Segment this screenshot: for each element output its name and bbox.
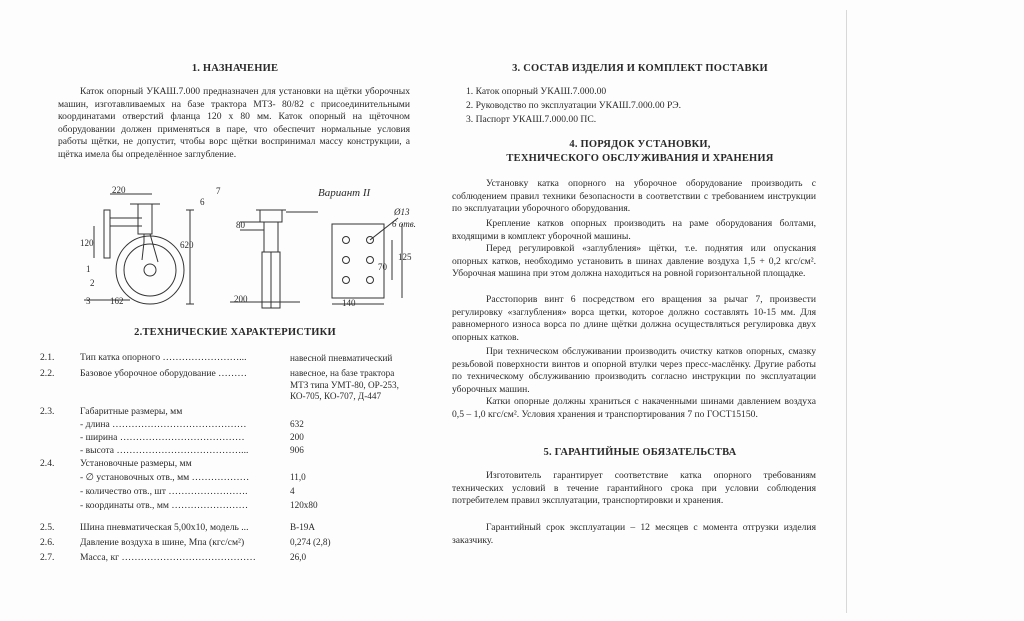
composition-item: 3. Паспорт УКАШ.7.000.00 ПС. [466,114,597,125]
section-5-paragraph: Гарантийный срок эксплуатации – 12 месяцев с момента отгрузки изделия заказчику. [452,522,816,546]
pos-1: 1 [86,264,91,274]
spec-label: Давление воздуха в шине, Мпа (кгс/см²) [80,537,245,548]
spec-label: - количество отв., шт ……………………. [80,486,248,497]
pos-2: 2 [90,278,95,288]
spec-num: 2.1. [40,352,55,363]
dim-620: 620 [180,240,194,250]
dim-d13: Ø13 [394,207,410,217]
spec-label: Габаритные размеры, мм [80,406,183,417]
spec-label: Масса, кг …………………………………… [80,552,256,563]
spec-label: Установочные размеры, мм [80,458,192,469]
dim-220: 220 [112,185,126,195]
section-4-paragraph: Катки опорные должны храниться с накаченными шинами давлением воздуха 0,5 – 1,0 кгс/см². Условия хранения и транспортирования 7 по ГОСТ15150. [452,396,816,420]
spec-value: 11,0 [290,472,306,482]
section-1-title: 1. НАЗНАЧЕНИЕ [191,63,279,74]
dim-140: 140 [342,298,356,308]
dim-120: 120 [80,238,94,248]
dim-200: 200 [234,294,248,304]
page-right-edge [846,10,847,613]
spec-value: навесное, на базе трактора МТЗ типа УМТ-80, ОР-253, КО-705, КО-707, Д-447 [290,368,399,401]
front-head [260,210,282,222]
spec-value: навесной пневматический [290,353,393,363]
spec-label: - длина …………………………………… [80,419,247,430]
dim-125: 125 [398,252,412,262]
spec-label: Тип катка опорного ……………………... [80,352,247,363]
pos-7: 7 [216,186,221,196]
spec-value: В-19А [290,522,316,532]
spec-num: 2.6. [40,537,55,548]
section-2-title: 2.ТЕХНИЧЕСКИЕ ХАРАКТЕРИСТИКИ [134,327,336,338]
spec-num: 2.3. [40,406,55,417]
section-1-text: Каток опорный УКАШ.7.000 предназначен для установки на щётки уборочных машин, изготавливаемых на базе трактора МТЗ- 80/82 с присоединительными координатами отверстий фланца 120 х 80 мм. Каток опорный на щёточном оборудовании должен применяться в паре, что обеспечит нормальные условия работы щётки, не допустит, чтобы ворс щётки воспринимал массу конструкции, а щётка имела бы определённое заглубление. [58,86,410,160]
section-4-paragraph: Установку катка опорного на уборочное оборудование производить с соблюдением правил техники безопасности в соответствии с требованием инструкции по эксплуатации уборочного оборудования. [452,178,816,215]
spec-value: 632 [290,419,304,429]
section-4-paragraph: Расстопорив винт 6 посредством его вращения за рычаг 7, произвести регулировку «заглубления» ворса щетки, которое должно составлять 10-15 мм. Для равномерного износа ворса по длине щётки должна осуществляться регулировка двух опорных катков. [452,294,816,343]
section-3-title: 3. СОСТАВ ИЗДЕЛИЯ И КОМПЛЕКТ ПОСТАВКИ [512,63,768,74]
section-4-title: 4. ПОРЯДОК УСТАНОВКИ, ТЕХНИЧЕСКОГО ОБСЛУЖИВАНИЯ И ХРАНЕНИЯ [506,139,774,164]
composition-item: 1. Каток опорный УКАШ.7.000.00 [466,86,607,97]
spec-label: - высота …………………………………... [80,445,249,456]
holes-note: 6 отв. [392,219,416,229]
pos-6: 6 [200,197,205,207]
spec-label: - ∅ установочных отв., мм ……………… [80,472,250,483]
spec-value: 906 [290,445,304,455]
spec-label: Шина пневматическая 5,00х10, модель ... [80,522,249,533]
spec-num: 2.7. [40,552,55,563]
section-4-paragraph: Крепление катков опорных производить на раме оборудования болтами, входящими в комплект уборочной машины. [452,218,816,242]
spec-num: 2.4. [40,458,55,469]
spec-value: 4 [290,486,295,496]
spec-num: 2.2. [40,368,55,379]
section-4-paragraph: Перед регулировкой «заглубления» щётки, т.е. поднятия или опускания опорных катков, необходимо установить в шинах давление воздуха 1,5 + 0,2 кгс/см². Уборочная машина при этом должна находиться на ровной горизонтальной площадке. [452,243,816,280]
mounting-flange [104,210,110,258]
section-5-title: 5. ГАРАНТИЙНЫЕ ОБЯЗАТЕЛЬСТВА [543,447,737,458]
spec-num: 2.5. [40,522,55,533]
spec-value: 26,0 [290,552,307,562]
dim-162: 162 [110,296,124,306]
pos-3: 3 [86,296,91,306]
spec-value: 0,274 (2,8) [290,537,331,547]
dim-80: 80 [236,220,245,230]
spec-label: Базовое уборочное оборудование ……… [80,368,247,379]
spec-value: 120х80 [290,500,318,510]
technical-drawing [80,182,420,314]
section-5-paragraph: Изготовитель гарантирует соответствие катка опорного требованиям технических условий в течение гарантийного срока при условии соблюдения потребителем правил эксплуатации, транспортировки и хранения. [452,470,816,507]
wheel [116,236,184,304]
variant-label: Вариант II [318,187,371,199]
spec-value: 200 [290,432,304,442]
spec-label: - ширина ………………………………… [80,432,245,443]
section-4-paragraph: При техническом обслуживании производить очистку катков опорных, смазку резьбовой поверхности винтов и опорной втулки через пресс-маслёнку. Другие работы по техническому обслуживанию производить согласно инструкции по эксплуатации уборочных машин. [452,346,816,395]
composition-item: 2. Руководство по эксплуатации УКАШ.7.000.00 РЭ. [466,100,682,111]
spec-label: - координаты отв., мм …………………… [80,500,249,511]
dim-70: 70 [378,262,387,272]
